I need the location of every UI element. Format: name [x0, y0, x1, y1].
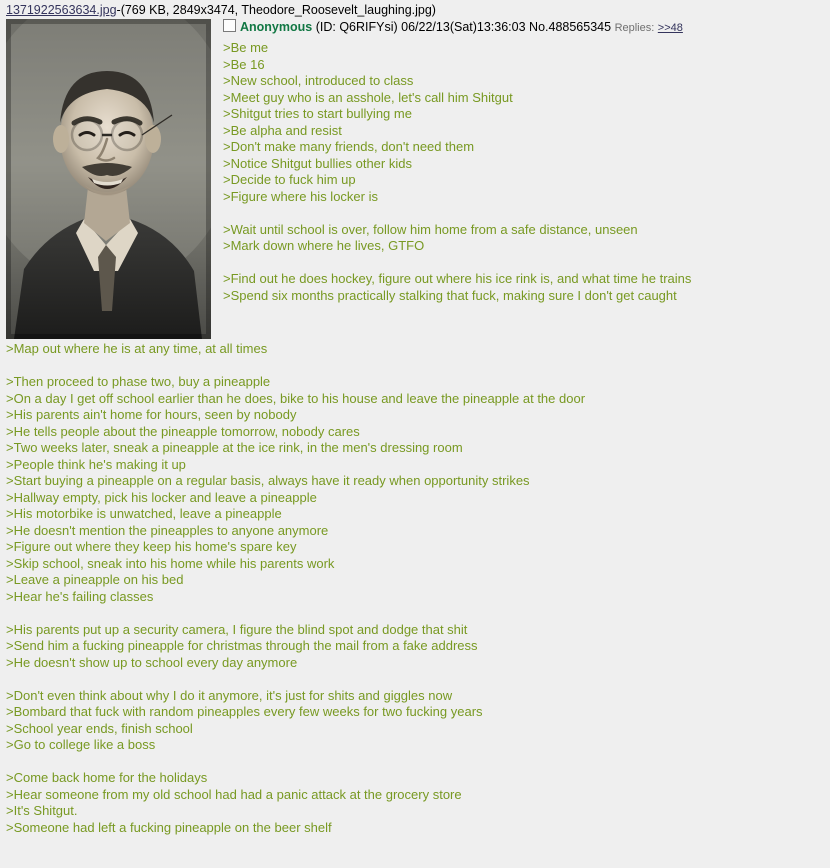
greentext-line: >He doesn't mention the pineapples to anyone anymore	[6, 522, 329, 538]
greentext-line: >Don't make many friends, don't need them	[223, 139, 475, 154]
greentext-line: >Start buying a pineapple on a regular basis, always have it ready when opportunity strikes	[6, 473, 530, 488]
greentext-line: >Be me	[223, 40, 269, 55]
greentext-line: >Be alpha and resist	[223, 122, 342, 138]
reply-quote-link[interactable]: >>48	[657, 22, 683, 34]
greentext-blank-line	[6, 605, 826, 622]
greentext-line: >Find out he does hockey, figure out where his ice rink is, and what time he trains	[223, 271, 692, 286]
greentext-line: >Meet guy who is an asshole, let's call him Shitgut	[223, 89, 513, 105]
greentext-blank-line	[6, 754, 826, 771]
post-number[interactable]: No.488565345	[529, 20, 612, 34]
greentext-line: >It's Shitgut.	[6, 803, 78, 818]
greentext-line: >Spend six months practically stalking that fuck, making sure I don't get caught	[223, 287, 677, 303]
greentext-line: >Hear someone from my old school had had a panic attack at the grocery store	[6, 786, 462, 802]
greentext-line: >Someone had left a fucking pineapple on the beer shelf	[6, 819, 332, 835]
greentext-line: >Shitgut tries to start bullying me	[223, 106, 412, 121]
file-meta-text: -(769 KB, 2849x3474, Theodore_Roosevelt_laughing.jpg)	[116, 3, 436, 17]
poster-name: Anonymous	[240, 20, 313, 34]
greentext-line: >Notice Shitgut bullies other kids	[223, 155, 412, 171]
greentext-line: >Skip school, sneak into his home while his parents work	[6, 555, 335, 571]
greentext-line: >Hear he's failing classes	[6, 588, 154, 604]
greentext-line: >Decide to fuck him up	[223, 172, 356, 187]
greentext-line: >Wait until school is over, follow him home from a safe distance, unseen	[223, 221, 638, 237]
greentext-line: >Two weeks later, sneak a pineapple at the ice rink, in the men's dressing room	[6, 440, 463, 455]
greentext-blank-line	[6, 671, 826, 688]
post-image-thumbnail[interactable]	[6, 19, 211, 339]
file-info-line	[4, 2, 826, 19]
greentext-line: >Go to college like a boss	[6, 737, 156, 752]
greentext-line: >His motorbike is unwatched, leave a pineapple	[6, 506, 282, 521]
greentext-line: >On a day I get off school earlier than he does, bike to his house and leave the pineapple at the door	[6, 390, 586, 406]
greentext-line: >Figure out where they keep his home's spare key	[6, 539, 297, 554]
post-datetime: 06/22/13(Sat)13:36:03	[401, 20, 526, 34]
greentext-line: >He tells people about the pineapple tomorrow, nobody cares	[6, 423, 360, 439]
greentext-line: >Mark down where he lives, GTFO	[223, 238, 425, 253]
greentext-line: >Bombard that fuck with random pineapples every few weeks for two fucking years	[6, 704, 483, 719]
greentext-line: >His parents ain't home for hours, seen by nobody	[6, 407, 297, 422]
greentext-line: >Hallway empty, pick his locker and leave a pineapple	[6, 489, 317, 505]
post-text-full	[4, 341, 826, 836]
poster-id: (ID: Q6RIFYsi)	[315, 20, 398, 34]
greentext-line: >Then proceed to phase two, buy a pineapple	[6, 374, 271, 389]
post-body	[4, 19, 826, 341]
greentext-blank-line	[6, 358, 826, 375]
greentext-line: >Come back home for the holidays	[6, 770, 208, 785]
greentext-line: >Figure where his locker is	[223, 188, 378, 204]
greentext-line: >He doesn't show up to school every day anymore	[6, 654, 298, 670]
greentext-line: >People think he's making it up	[6, 456, 186, 472]
greentext-line: >Be 16	[223, 56, 265, 72]
greentext-line: >Leave a pineapple on his bed	[6, 572, 184, 587]
greentext-line: >His parents put up a security camera, I figure the blind spot and dodge that shit	[6, 621, 468, 637]
greentext-line: >Don't even think about why I do it anymore, it's just for shits and giggles now	[6, 687, 453, 703]
post-select-checkbox[interactable]	[223, 19, 236, 32]
greentext-line: >School year ends, finish school	[6, 720, 193, 736]
replies-label: Replies:	[614, 22, 655, 34]
file-name-link[interactable]: 1371922563634.jpg	[6, 3, 117, 17]
greentext-line: >Send him a fucking pineapple for christmas through the mail from a fake address	[6, 638, 478, 653]
theodore-roosevelt-laughing-photo	[6, 19, 211, 339]
greentext-line: >Map out where he is at any time, at all times	[6, 341, 268, 356]
greentext-line: >New school, introduced to class	[223, 73, 414, 88]
